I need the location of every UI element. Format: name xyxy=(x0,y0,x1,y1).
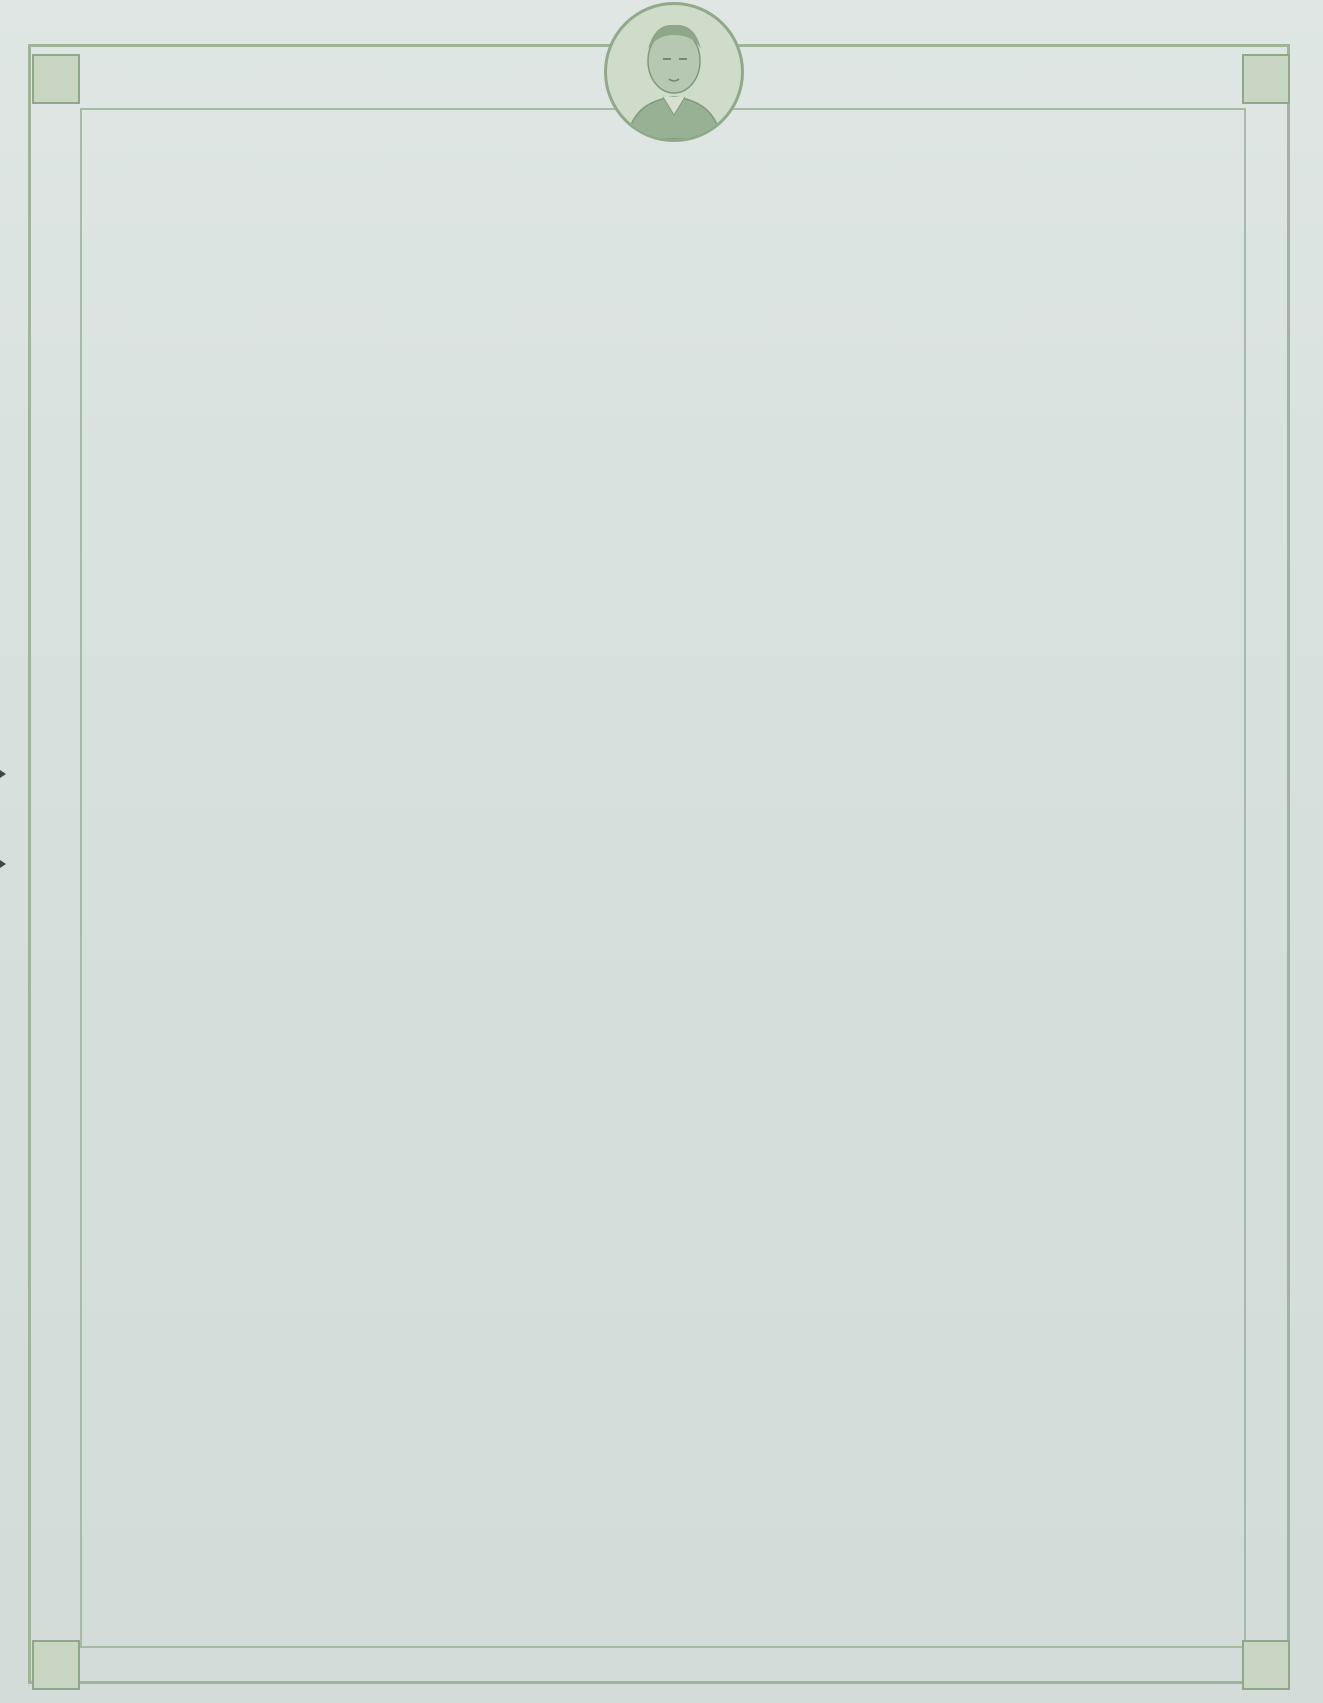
bottom-laurel-band xyxy=(80,1650,1246,1684)
edge-marks xyxy=(0,760,8,880)
corner-letter-top-left xyxy=(32,54,80,104)
corner-letter-top-right xyxy=(1242,54,1290,104)
portrait-figure xyxy=(607,5,741,139)
right-laurel-band xyxy=(1248,108,1288,1648)
inner-border xyxy=(80,108,1246,1648)
left-laurel-band xyxy=(32,108,78,1648)
corner-letter-bottom-right xyxy=(1242,1640,1290,1690)
right-text-column xyxy=(680,200,1202,208)
left-text-column xyxy=(142,200,662,208)
portrait-medallion xyxy=(604,2,744,142)
corner-letter-bottom-left xyxy=(32,1640,80,1690)
